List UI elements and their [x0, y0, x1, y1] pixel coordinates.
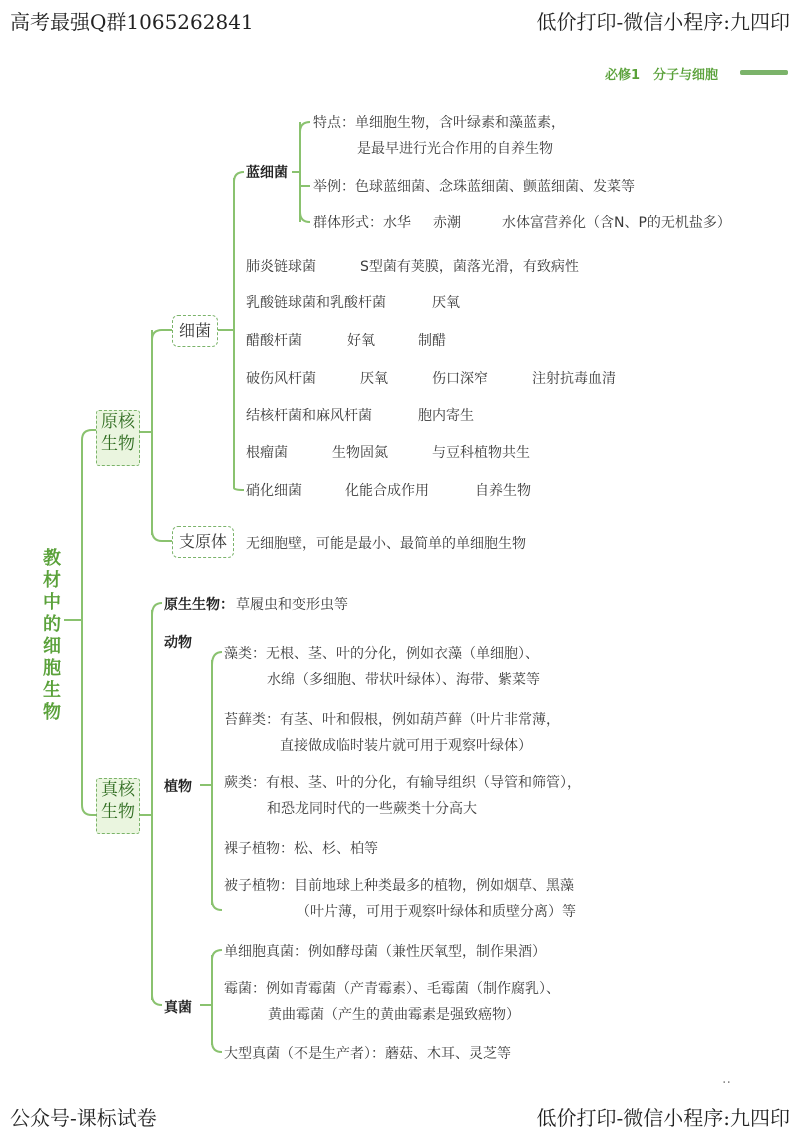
cyano-examples: 举例：色球蓝细菌、念珠蓝细菌、颤蓝细菌、发菜等 [313, 179, 635, 195]
prokaryote-chip [96, 410, 140, 466]
prokaryote-label-2: 生物 [101, 434, 135, 454]
bacteria-chip: 细菌 [172, 315, 218, 347]
plant-angio-1: 被子植物：目前地球上种类最多的植物，例如烟草、黑藻 [224, 878, 574, 894]
mycoplasma-chip: 支原体 [172, 526, 234, 558]
bacteria-row-3-desc-1: 好氧 [347, 333, 375, 349]
animal-label: 动物 [164, 635, 192, 651]
cyano-feature-1: 特点：单细胞生物，含叶绿素和藻蓝素， [313, 115, 565, 131]
footer-right: 低价打印-微信小程序:九四印 [536, 1106, 790, 1130]
plant-algae-1: 藻类：无根、茎、叶的分化，例如衣藻（单细胞）、 [224, 646, 539, 662]
plant-moss-1: 苔藓类：有茎、叶和假根，例如葫芦藓（叶片非常薄， [224, 712, 560, 728]
header-right: 低价打印-微信小程序:九四印 [536, 10, 790, 34]
fungi-large: 大型真菌（不是生产者）：蘑菇、木耳、灵芝等 [224, 1046, 511, 1062]
mycoplasma-desc: 无细胞壁，可能是最小、最简单的单细胞生物 [246, 536, 526, 552]
plant-label: 植物 [164, 779, 192, 795]
fungi-label: 真菌 [164, 1000, 192, 1016]
cyano-label: 蓝细菌 [246, 165, 288, 181]
section-tag: 必修1 分子与细胞 [605, 68, 719, 83]
root-label: 教材中的细胞生物 [43, 548, 61, 723]
protist-label: 原生生物： [164, 597, 234, 613]
bacteria-row-5-desc: 胞内寄生 [418, 408, 474, 424]
plant-fern-1: 蕨类：有根、茎、叶的分化，有输导组织（导管和筛管）， [224, 775, 581, 791]
bacteria-row-6-desc-2: 与豆科植物共生 [432, 445, 530, 461]
bacteria-row-5-name: 结核杆菌和麻风杆菌 [246, 408, 372, 424]
bacteria-row-1-name: 肺炎链球菌 [246, 259, 316, 275]
fungi-single: 单细胞真菌：例如酵母菌（兼性厌氧型，制作果酒） [224, 944, 546, 960]
eukaryote-label-2: 生物 [101, 802, 135, 822]
plant-moss-2: 直接做成临时装片就可用于观察叶绿体） [280, 738, 532, 754]
bacteria-row-7-desc-1: 化能合成作用 [345, 483, 429, 499]
bacteria-row-2-desc: 厌氧 [432, 295, 460, 311]
prokaryote-label-1: 原核 [101, 412, 135, 432]
plant-angio-2: （叶片薄，可用于观察叶绿体和质壁分离）等 [296, 904, 576, 920]
bacteria-row-3-name: 醋酸杆菌 [246, 333, 302, 349]
page-mark: ·· [722, 1075, 731, 1091]
bacteria-row-7-desc-2: 自养生物 [475, 483, 531, 499]
bacteria-row-7-name: 硝化细菌 [246, 483, 302, 499]
bacteria-row-4-name: 破伤风杆菌 [246, 371, 316, 387]
cyano-group-2: 赤潮 [433, 215, 461, 231]
bacteria-row-4-desc-1: 厌氧 [360, 371, 388, 387]
bacteria-row-6-name: 根瘤菌 [246, 445, 288, 461]
bacteria-row-4-desc-2: 伤口深窄 [432, 371, 488, 387]
bacteria-row-3-desc-2: 制醋 [418, 333, 446, 349]
footer-left: 公众号-课标试卷 [10, 1106, 157, 1130]
bacteria-row-2-name: 乳酸链球菌和乳酸杆菌 [246, 295, 386, 311]
fungi-mold-1: 霉菌：例如青霉菌（产青霉素）、毛霉菌（制作腐乳）、 [224, 981, 560, 997]
eukaryote-label-1: 真核 [101, 780, 135, 800]
bacteria-row-4-desc-3: 注射抗毒血清 [532, 371, 616, 387]
cyano-group-1: 群体形式：水华 [313, 215, 411, 231]
eukaryote-chip [96, 778, 140, 834]
header-left: 高考最强Q群1065262841 [10, 10, 254, 34]
plant-algae-2: 水绵（多细胞、带状叶绿体）、海带、紫菜等 [267, 672, 540, 688]
plant-fern-2: 和恐龙同时代的一些蕨类十分高大 [267, 801, 477, 817]
fungi-mold-2: 黄曲霉菌（产生的黄曲霉素是强致癌物） [268, 1007, 520, 1023]
plant-gymno: 裸子植物：松、杉、柏等 [224, 841, 378, 857]
cyano-group-3: 水体富营养化（含N、P的无机盐多） [502, 215, 731, 231]
bacteria-row-6-desc-1: 生物固氮 [332, 445, 388, 461]
bacteria-row-1-desc: S型菌有荚膜，菌落光滑，有致病性 [360, 259, 579, 275]
cyano-feature-2: 是最早进行光合作用的自养生物 [357, 141, 553, 157]
protist-desc: 草履虫和变形虫等 [236, 597, 348, 613]
